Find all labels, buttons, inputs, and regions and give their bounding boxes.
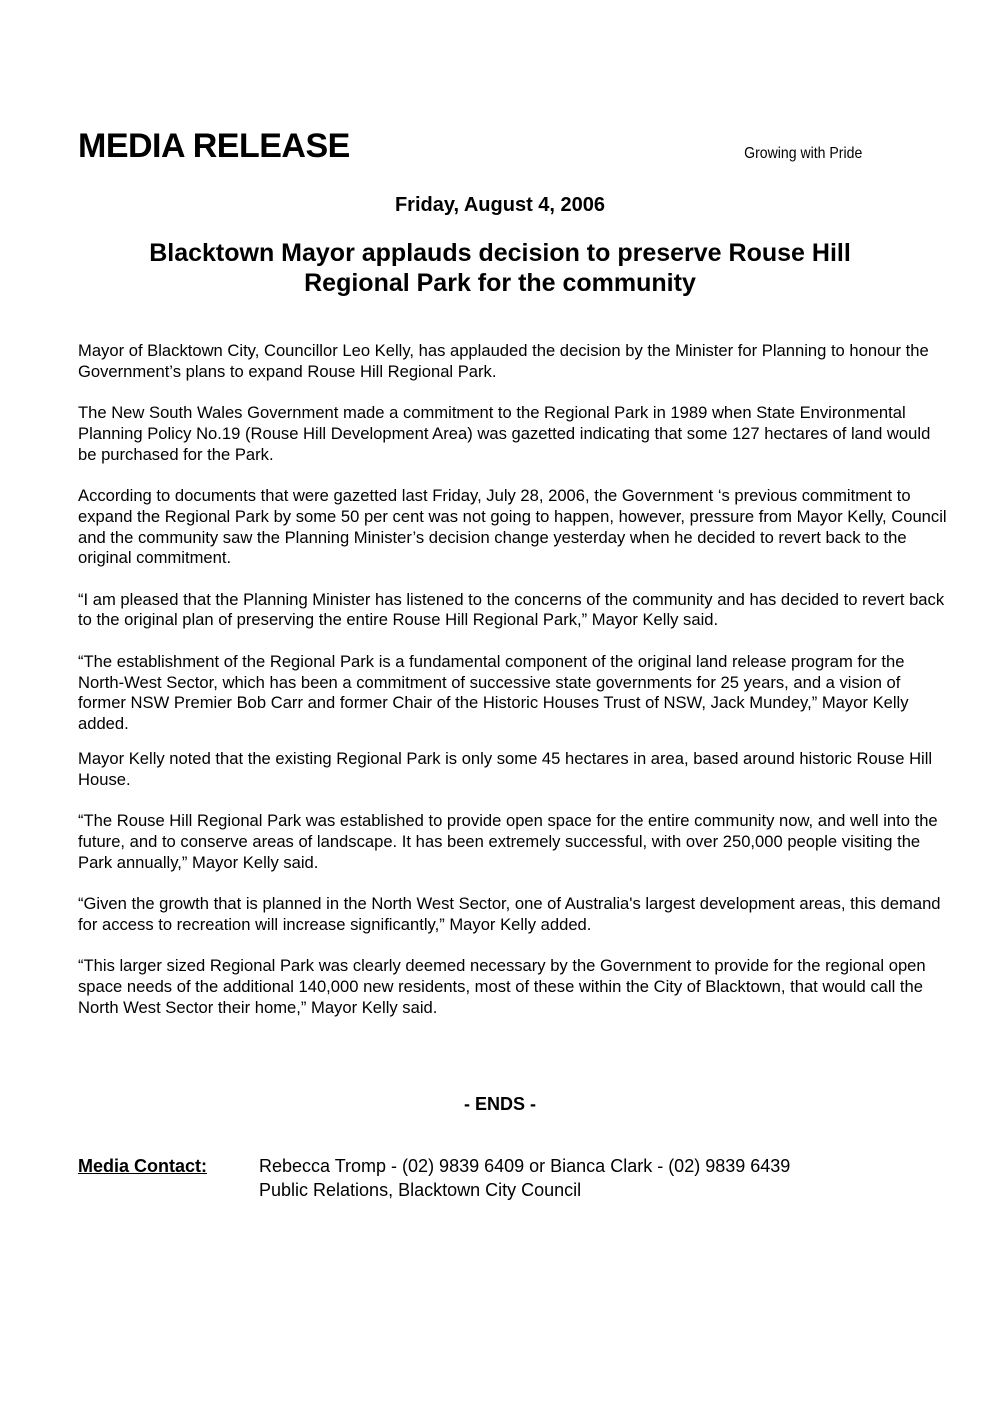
media-contact-phones: Rebecca Tromp - (02) 9839 6409 or Bianca Clark - (02) 9839 6439 [259, 1156, 791, 1176]
headline-line-2: Regional Park for the community [304, 269, 696, 297]
ends-marker: - ENDS - [464, 1094, 536, 1114]
media-contact-label: Media Contact: [78, 1156, 208, 1176]
paragraph: “Given the growth that is planned in the North West Sector, one of Australia's largest development areas, this demand for access to recreation will increase significantly,” Mayor Kelly added. [78, 893, 941, 934]
release-date: Friday, August 4, 2006 [394, 194, 606, 216]
paragraph: Mayor Kelly noted that the existing Regional Park is only some 45 hectares in area, based around historic Rouse Hill House. [78, 748, 933, 789]
media-contact-details [259, 1154, 790, 1202]
paragraph: “This larger sized Regional Park was clearly deemed necessary by the Government to provide for the regional open space needs of the additional 140,000 new residents, most of these within the City of Blacktown, that would call the North West Sector their home,” Mayor Kelly said. [78, 956, 926, 1017]
paragraph: “The establishment of the Regional Park is a fundamental component of the original land release program for the North-West Sector, which has been a commitment of successive state governments for 25 years, and a vision of former NSW Premier Bob Carr and former Chair of the Historic Houses Trust of NSW, Jack Mundey,” Mayor Kelly added. [78, 651, 909, 734]
paragraph: “I am pleased that the Planning Minister has listened to the concerns of the community and has decided to revert back to the original plan of preserving the entire Rouse Hill Regional Park,” Mayor Kelly said. [78, 589, 945, 630]
paragraph: “The Rouse Hill Regional Park was established to provide open space for the entire community now, and well into the future, and to conserve areas of landscape. It has been extremely successful, with over 250,000 people visiting the Park annually,” Mayor Kelly said. [78, 811, 938, 872]
paragraph: Mayor of Blacktown City, Councillor Leo Kelly, has applauded the decision by the Minister for Planning to honour the Government’s plans to expand Rouse Hill Regional Park. [78, 341, 929, 381]
headline-line-1: Blacktown Mayor applauds decision to preserve Rouse Hill [149, 239, 851, 267]
paragraph: According to documents that were gazetted last Friday, July 28, 2006, the Government ‘s previous commitment to expand the Regional Park by some 50 per cent was not going to happen, however, pressure from Mayor Kelly, Council and the community saw the Planning Minister’s decision change yesterday when he decided to revert back to the original commitment. [78, 485, 947, 568]
page-title: MEDIA RELEASE [78, 127, 350, 165]
tagline: Growing with Pride [743, 145, 862, 162]
headline [60, 238, 940, 298]
media-contact-department: Public Relations, Blacktown City Council [259, 1180, 582, 1200]
paragraph: The New South Wales Government made a commitment to the Regional Park in 1989 when State Environmental Planning Policy No.19 (Rouse Hill Development Area) was gazetted indicating that some 127 hectares of land would be purchased for the Park. [78, 403, 931, 464]
body-text [78, 341, 948, 1039]
